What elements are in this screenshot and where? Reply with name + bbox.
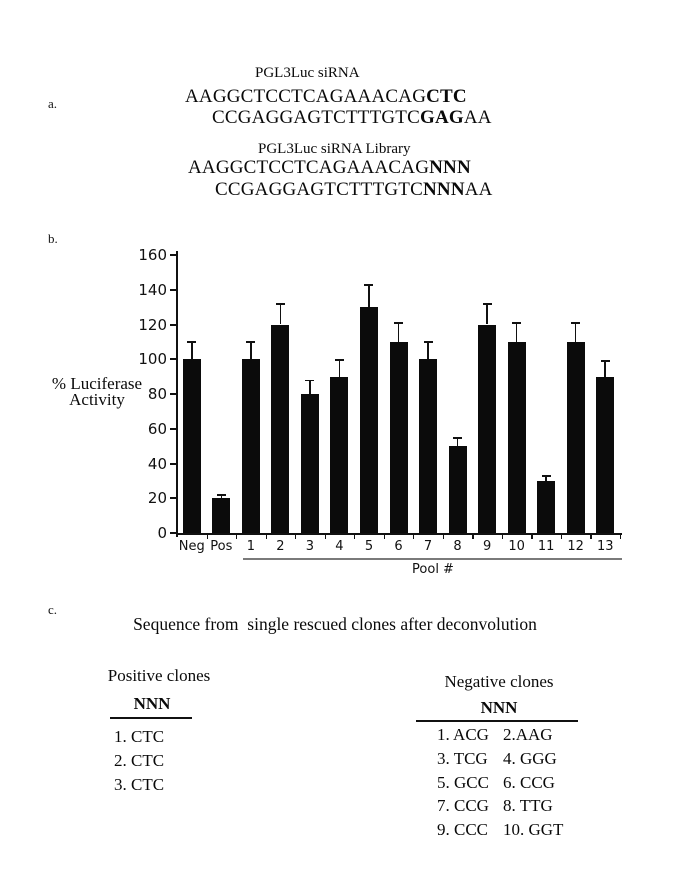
negative-clone-row — [437, 771, 563, 795]
y-tick-label: 80 — [147, 385, 167, 403]
error-bar-cap-11 — [542, 475, 551, 477]
y-tick — [170, 324, 176, 326]
x-axis-line — [176, 533, 622, 535]
library-antisense-pre: CCGAGGAGTCTTTGTC — [215, 179, 423, 200]
bar-4 — [330, 377, 348, 533]
error-bar-cap-12 — [571, 322, 580, 324]
x-axis-title: Pool # — [412, 562, 454, 577]
error-bar-stem-3 — [309, 380, 311, 394]
x-tick-label-12: 12 — [567, 539, 584, 554]
error-bar-stem-6 — [398, 323, 400, 342]
sirna-sense-pre: AAGGCTCCTCAGAAACAG — [185, 86, 427, 107]
x-tick-label-Pos: Pos — [210, 539, 233, 554]
bar-11 — [537, 481, 555, 533]
error-bar-cap-2 — [276, 303, 285, 305]
error-bar-stem-2 — [280, 304, 282, 325]
sirna-title: PGL3Luc siRNA — [255, 65, 360, 81]
error-bar-cap-10 — [512, 322, 521, 324]
error-bar-cap-Neg — [187, 341, 196, 343]
negative-clone-row — [437, 818, 563, 842]
error-bar-cap-4 — [335, 359, 344, 361]
panel-c-title: Sequence from single rescued clones after deconvolution — [133, 614, 537, 634]
positive-clones-list — [114, 725, 164, 796]
bar-12 — [567, 342, 585, 533]
error-bar-stem-8 — [457, 437, 459, 446]
y-tick-label: 140 — [138, 280, 167, 299]
y-tick — [170, 254, 176, 256]
positive-clones-nnn: NNN — [133, 694, 171, 713]
panel-b-label: b. — [48, 231, 58, 246]
bar-6 — [390, 342, 408, 533]
x-tick — [620, 535, 621, 539]
bar-7 — [419, 359, 437, 533]
error-bar-cap-1 — [246, 341, 255, 343]
negative-clones-nnn: NNN — [480, 698, 518, 717]
y-tick-label: 160 — [138, 246, 167, 264]
clone-sequence-entry: 7. CCG — [437, 796, 489, 816]
sirna-antisense-target: GAG — [419, 107, 464, 128]
negative-clone-row — [437, 794, 563, 818]
y-tick — [170, 393, 176, 395]
error-bar-cap-13 — [601, 360, 610, 362]
list-item: 2. CTC — [114, 750, 165, 770]
list-item: 3. CTC — [114, 774, 165, 794]
clone-sequence-entry: 1. ACG — [437, 725, 489, 744]
bar-9 — [478, 325, 496, 534]
y-tick — [170, 289, 176, 291]
y-axis-title-line1: % Luciferase — [51, 374, 143, 393]
x-tick-label-Neg: Neg — [178, 539, 205, 554]
positive-clones-header: Positive clones — [107, 666, 211, 685]
bar-8 — [449, 446, 467, 533]
pool-group-underline — [243, 558, 622, 560]
bar-Pos — [212, 498, 230, 533]
clone-sequence-entry: 4. GGG — [503, 748, 557, 768]
clone-sequence-entry: 6. CCG — [503, 772, 555, 792]
error-bar-cap-7 — [424, 341, 433, 343]
error-bar-stem-Neg — [191, 342, 193, 359]
y-tick — [170, 428, 176, 430]
library-title: PGL3Luc siRNA Library — [258, 141, 411, 157]
x-tick-label-2: 2 — [276, 539, 285, 554]
y-tick-label: 100 — [138, 350, 167, 369]
x-tick-label-3: 3 — [305, 539, 315, 554]
error-bar-cap-9 — [483, 303, 492, 305]
negative-clones-list — [437, 723, 563, 842]
x-tick-label-1: 1 — [246, 539, 255, 554]
sirna-sense-target: CTC — [426, 86, 467, 107]
y-tick-label: 60 — [147, 419, 167, 438]
bar-5 — [360, 307, 378, 533]
panel-a-label: a. — [48, 96, 58, 111]
x-tick-label-7: 7 — [423, 539, 433, 554]
error-bar-cap-5 — [364, 284, 373, 286]
y-tick — [170, 358, 176, 360]
negative-clones-underline — [416, 720, 578, 722]
clone-sequence-entry: 10. GGT — [503, 820, 564, 840]
x-tick-label-11: 11 — [537, 539, 555, 554]
bar-3 — [301, 394, 319, 533]
y-tick-label: 120 — [138, 315, 167, 334]
bar-13 — [596, 377, 614, 533]
error-bar-stem-1 — [250, 342, 252, 359]
negative-clones-header: Negative clones — [444, 672, 554, 691]
error-bar-cap-6 — [394, 322, 403, 324]
error-bar-stem-7 — [427, 342, 429, 359]
y-tick-label: 40 — [147, 454, 167, 473]
y-tick — [170, 532, 176, 534]
error-bar-stem-9 — [486, 304, 488, 325]
library-antisense-post: AA — [464, 179, 493, 200]
x-tick-label-6: 6 — [394, 539, 403, 554]
x-tick-label-13: 13 — [596, 539, 614, 554]
y-tick-label: 0 — [157, 524, 167, 542]
error-bar-stem-13 — [604, 361, 606, 377]
clone-sequence-entry: 9. CCC — [437, 820, 489, 840]
list-item: 1. CTC — [114, 727, 165, 746]
bar-2 — [271, 325, 289, 534]
error-bar-cap-3 — [305, 380, 314, 382]
x-tick-label-10: 10 — [508, 539, 525, 554]
y-tick — [170, 497, 176, 499]
positive-clones-underline — [110, 717, 192, 719]
y-axis-title-line2: Activity — [69, 389, 125, 409]
x-tick-label-5: 5 — [364, 539, 374, 554]
negative-clone-row — [437, 747, 563, 771]
error-bar-stem-10 — [516, 323, 518, 342]
y-axis-line — [176, 251, 178, 537]
clone-sequence-entry: 3. TCG — [437, 748, 488, 768]
panel-c-label: c. — [48, 602, 58, 617]
x-tick-label-4: 4 — [335, 539, 344, 554]
error-bar-cap-Pos — [217, 494, 226, 496]
sirna-antisense-pre: CCGAGGAGTCTTTGTC — [212, 107, 420, 128]
clone-sequence-entry: 2.AAG — [503, 725, 553, 744]
x-tick-label-9: 9 — [482, 539, 492, 554]
bar-10 — [508, 342, 526, 533]
y-tick-label: 20 — [147, 489, 167, 508]
clone-sequence-entry: 5. GCC — [437, 772, 489, 792]
library-antisense-nnn: NNN — [422, 179, 465, 200]
error-bar-cap-8 — [453, 437, 462, 439]
library-sense-pre: AAGGCTCCTCAGAAACAG — [188, 157, 430, 178]
negative-clone-row — [437, 723, 563, 747]
y-tick — [170, 463, 176, 465]
error-bar-stem-5 — [368, 285, 370, 308]
sirna-antisense-post: AA — [463, 107, 492, 128]
error-bar-stem-4 — [339, 359, 341, 376]
x-tick-label-8: 8 — [453, 539, 462, 554]
library-sense-nnn: NNN — [429, 157, 471, 178]
bar-Neg — [183, 359, 201, 533]
error-bar-stem-12 — [575, 323, 577, 342]
bar-1 — [242, 359, 260, 533]
clone-sequence-entry: 8. TTG — [503, 796, 553, 816]
